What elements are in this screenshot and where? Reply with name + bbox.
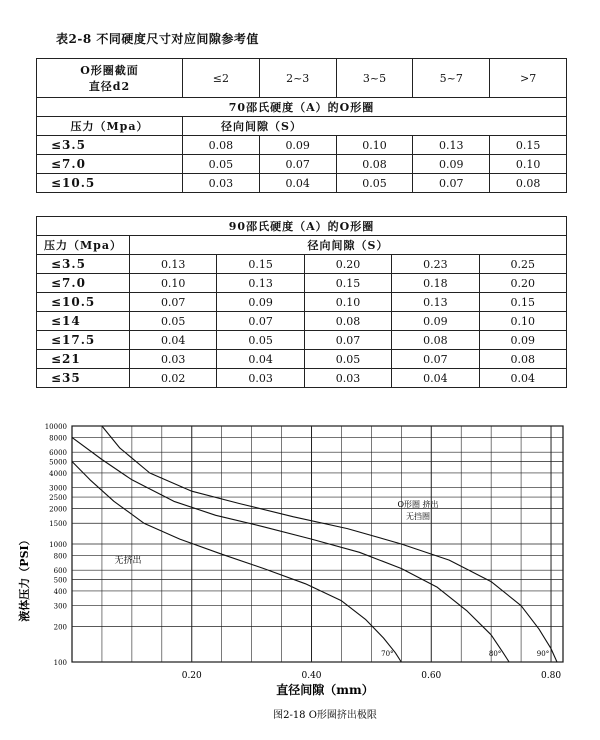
x-tick-label: 0.60	[421, 671, 442, 681]
y-tick-label: 400	[53, 587, 67, 596]
gap-value-cell: 0.05	[336, 174, 413, 193]
figure-caption: 图2-18 O形圈挤出极限	[273, 710, 377, 721]
gap-value-cell: 0.13	[413, 136, 490, 155]
table-caption: 表2-8 不同硬度尺寸对应间隙参考值	[56, 32, 259, 46]
x-tick-label: 0.20	[181, 671, 202, 681]
pressure-cell: ≤17.5	[37, 331, 130, 350]
table-row	[37, 136, 567, 155]
table-row	[37, 350, 567, 369]
series-label: 80°	[488, 650, 502, 658]
y-tick-label: 200	[53, 623, 67, 632]
gap-value-cell: 0.03	[304, 369, 391, 388]
gap-value-cell: 0.07	[413, 174, 490, 193]
table-row	[37, 369, 567, 388]
hardness-title: 70邵氏硬度（A）的O形圈	[37, 98, 567, 117]
pressure-cell: ≤3.5	[37, 255, 130, 274]
gap-header: 径向间隙（S）	[183, 117, 567, 136]
y-tick-label: 4000	[49, 469, 67, 478]
cross-section-header	[37, 59, 183, 98]
gap-value-cell: 0.08	[479, 350, 566, 369]
extrusion-limit-chart	[0, 410, 600, 740]
gap-value-cell: 0.09	[413, 155, 490, 174]
gap-value-cell: 0.20	[479, 274, 566, 293]
cross-section-header-line2: 直径d2	[88, 80, 131, 93]
gap-value-cell: 0.13	[217, 274, 304, 293]
y-tick-label: 300	[53, 602, 67, 611]
y-tick-label: 500	[53, 576, 67, 585]
gap-value-cell: 0.20	[304, 255, 391, 274]
gap-value-cell: 0.03	[130, 350, 217, 369]
pressure-cell: ≤7.0	[37, 155, 183, 174]
gap-value-cell: 0.08	[304, 312, 391, 331]
y-tick-label: 2000	[49, 505, 67, 514]
y-tick-label: 2500	[49, 494, 67, 503]
gap-value-cell: 0.04	[259, 174, 336, 193]
gap-value-cell: 0.09	[259, 136, 336, 155]
pressure-cell: ≤7.0	[37, 274, 130, 293]
region-label-no-extrusion: 无挤出	[114, 556, 142, 566]
gap-value-cell: 0.10	[130, 274, 217, 293]
table-row	[37, 331, 567, 350]
gap-value-cell: 0.07	[259, 155, 336, 174]
gap-value-cell: 0.08	[392, 331, 479, 350]
gap-value-cell: 0.04	[130, 331, 217, 350]
y-tick-label: 600	[53, 567, 67, 576]
gap-value-cell: 0.10	[336, 136, 413, 155]
pressure-header: 压力（Mpa）	[37, 236, 130, 255]
gap-value-cell: 0.15	[304, 274, 391, 293]
y-axis-label: 液体压力（PSI）	[18, 534, 31, 622]
gap-value-cell: 0.08	[183, 136, 260, 155]
gap-value-cell: 0.09	[217, 293, 304, 312]
y-tick-label: 8000	[49, 434, 67, 443]
gap-value-cell: 0.05	[304, 350, 391, 369]
gap-value-cell: 0.07	[130, 293, 217, 312]
y-tick-label: 800	[53, 552, 67, 561]
gap-value-cell: 0.07	[217, 312, 304, 331]
pressure-cell: ≤10.5	[37, 174, 183, 193]
table-row	[37, 255, 567, 274]
gap-value-cell: 0.03	[183, 174, 260, 193]
pressure-header: 压力（Mpa）	[37, 117, 183, 136]
y-tick-label: 1000	[49, 541, 67, 549]
size-header: 3~5	[336, 59, 413, 98]
gap-value-cell: 0.05	[183, 155, 260, 174]
table-row	[37, 174, 567, 193]
pressure-cell: ≤21	[37, 350, 130, 369]
gap-value-cell: 0.04	[392, 369, 479, 388]
y-tick-label: 3000	[49, 484, 67, 493]
gap-value-cell: 0.05	[130, 312, 217, 331]
x-tick-label: 0.80	[541, 671, 562, 681]
hardness-title: 90邵氏硬度（A）的O形圈	[37, 217, 567, 236]
y-tick-label: 100	[53, 659, 67, 667]
gap-value-cell: 0.15	[490, 136, 567, 155]
region-label-extrusion: O形圈 挤出	[397, 500, 439, 509]
size-header: 5~7	[413, 59, 490, 98]
gap-value-cell: 0.09	[392, 312, 479, 331]
pressure-cell: ≤14	[37, 312, 130, 331]
pressure-cell: ≤10.5	[37, 293, 130, 312]
gap-value-cell: 0.25	[479, 255, 566, 274]
gap-header: 径向间隙（S）	[130, 236, 567, 255]
gap-value-cell: 0.18	[392, 274, 479, 293]
gap-value-cell: 0.05	[217, 331, 304, 350]
gap-value-cell: 0.13	[130, 255, 217, 274]
y-tick-label: 1500	[49, 520, 67, 529]
gap-value-cell: 0.04	[217, 350, 304, 369]
gap-value-cell: 0.09	[479, 331, 566, 350]
table-row	[37, 312, 567, 331]
gap-value-cell: 0.10	[490, 155, 567, 174]
table-90-hardness	[36, 216, 567, 388]
series-label: 90°	[536, 650, 550, 658]
table-row	[37, 155, 567, 174]
gap-value-cell: 0.23	[392, 255, 479, 274]
gap-value-cell: 0.08	[490, 174, 567, 193]
y-tick-label: 10000	[44, 423, 67, 431]
region-label-no-backup: 无挡圈	[406, 512, 430, 521]
gap-value-cell: 0.10	[479, 312, 566, 331]
table-70-hardness	[36, 58, 567, 193]
size-header: >7	[490, 59, 567, 98]
size-header: ≤2	[183, 59, 260, 98]
gap-value-cell: 0.15	[217, 255, 304, 274]
gap-value-cell: 0.03	[217, 369, 304, 388]
table-row	[37, 274, 567, 293]
table-row	[37, 293, 567, 312]
gap-value-cell: 0.10	[304, 293, 391, 312]
gap-value-cell: 0.07	[392, 350, 479, 369]
x-axis-label: 直径间隙（mm）	[276, 683, 374, 697]
gap-value-cell: 0.15	[479, 293, 566, 312]
series-line-80	[72, 437, 509, 662]
gap-value-cell: 0.02	[130, 369, 217, 388]
size-header: 2~3	[259, 59, 336, 98]
gap-value-cell: 0.07	[304, 331, 391, 350]
cross-section-header-line1: O形圈截面	[80, 64, 139, 77]
y-tick-label: 6000	[49, 449, 67, 458]
y-tick-label: 5000	[49, 458, 67, 467]
gap-value-cell: 0.08	[336, 155, 413, 174]
pressure-cell: ≤35	[37, 369, 130, 388]
x-tick-label: 0.40	[301, 671, 322, 681]
pressure-cell: ≤3.5	[37, 136, 183, 155]
series-label: 70°	[381, 650, 394, 658]
gap-value-cell: 0.04	[479, 369, 566, 388]
gap-value-cell: 0.13	[392, 293, 479, 312]
